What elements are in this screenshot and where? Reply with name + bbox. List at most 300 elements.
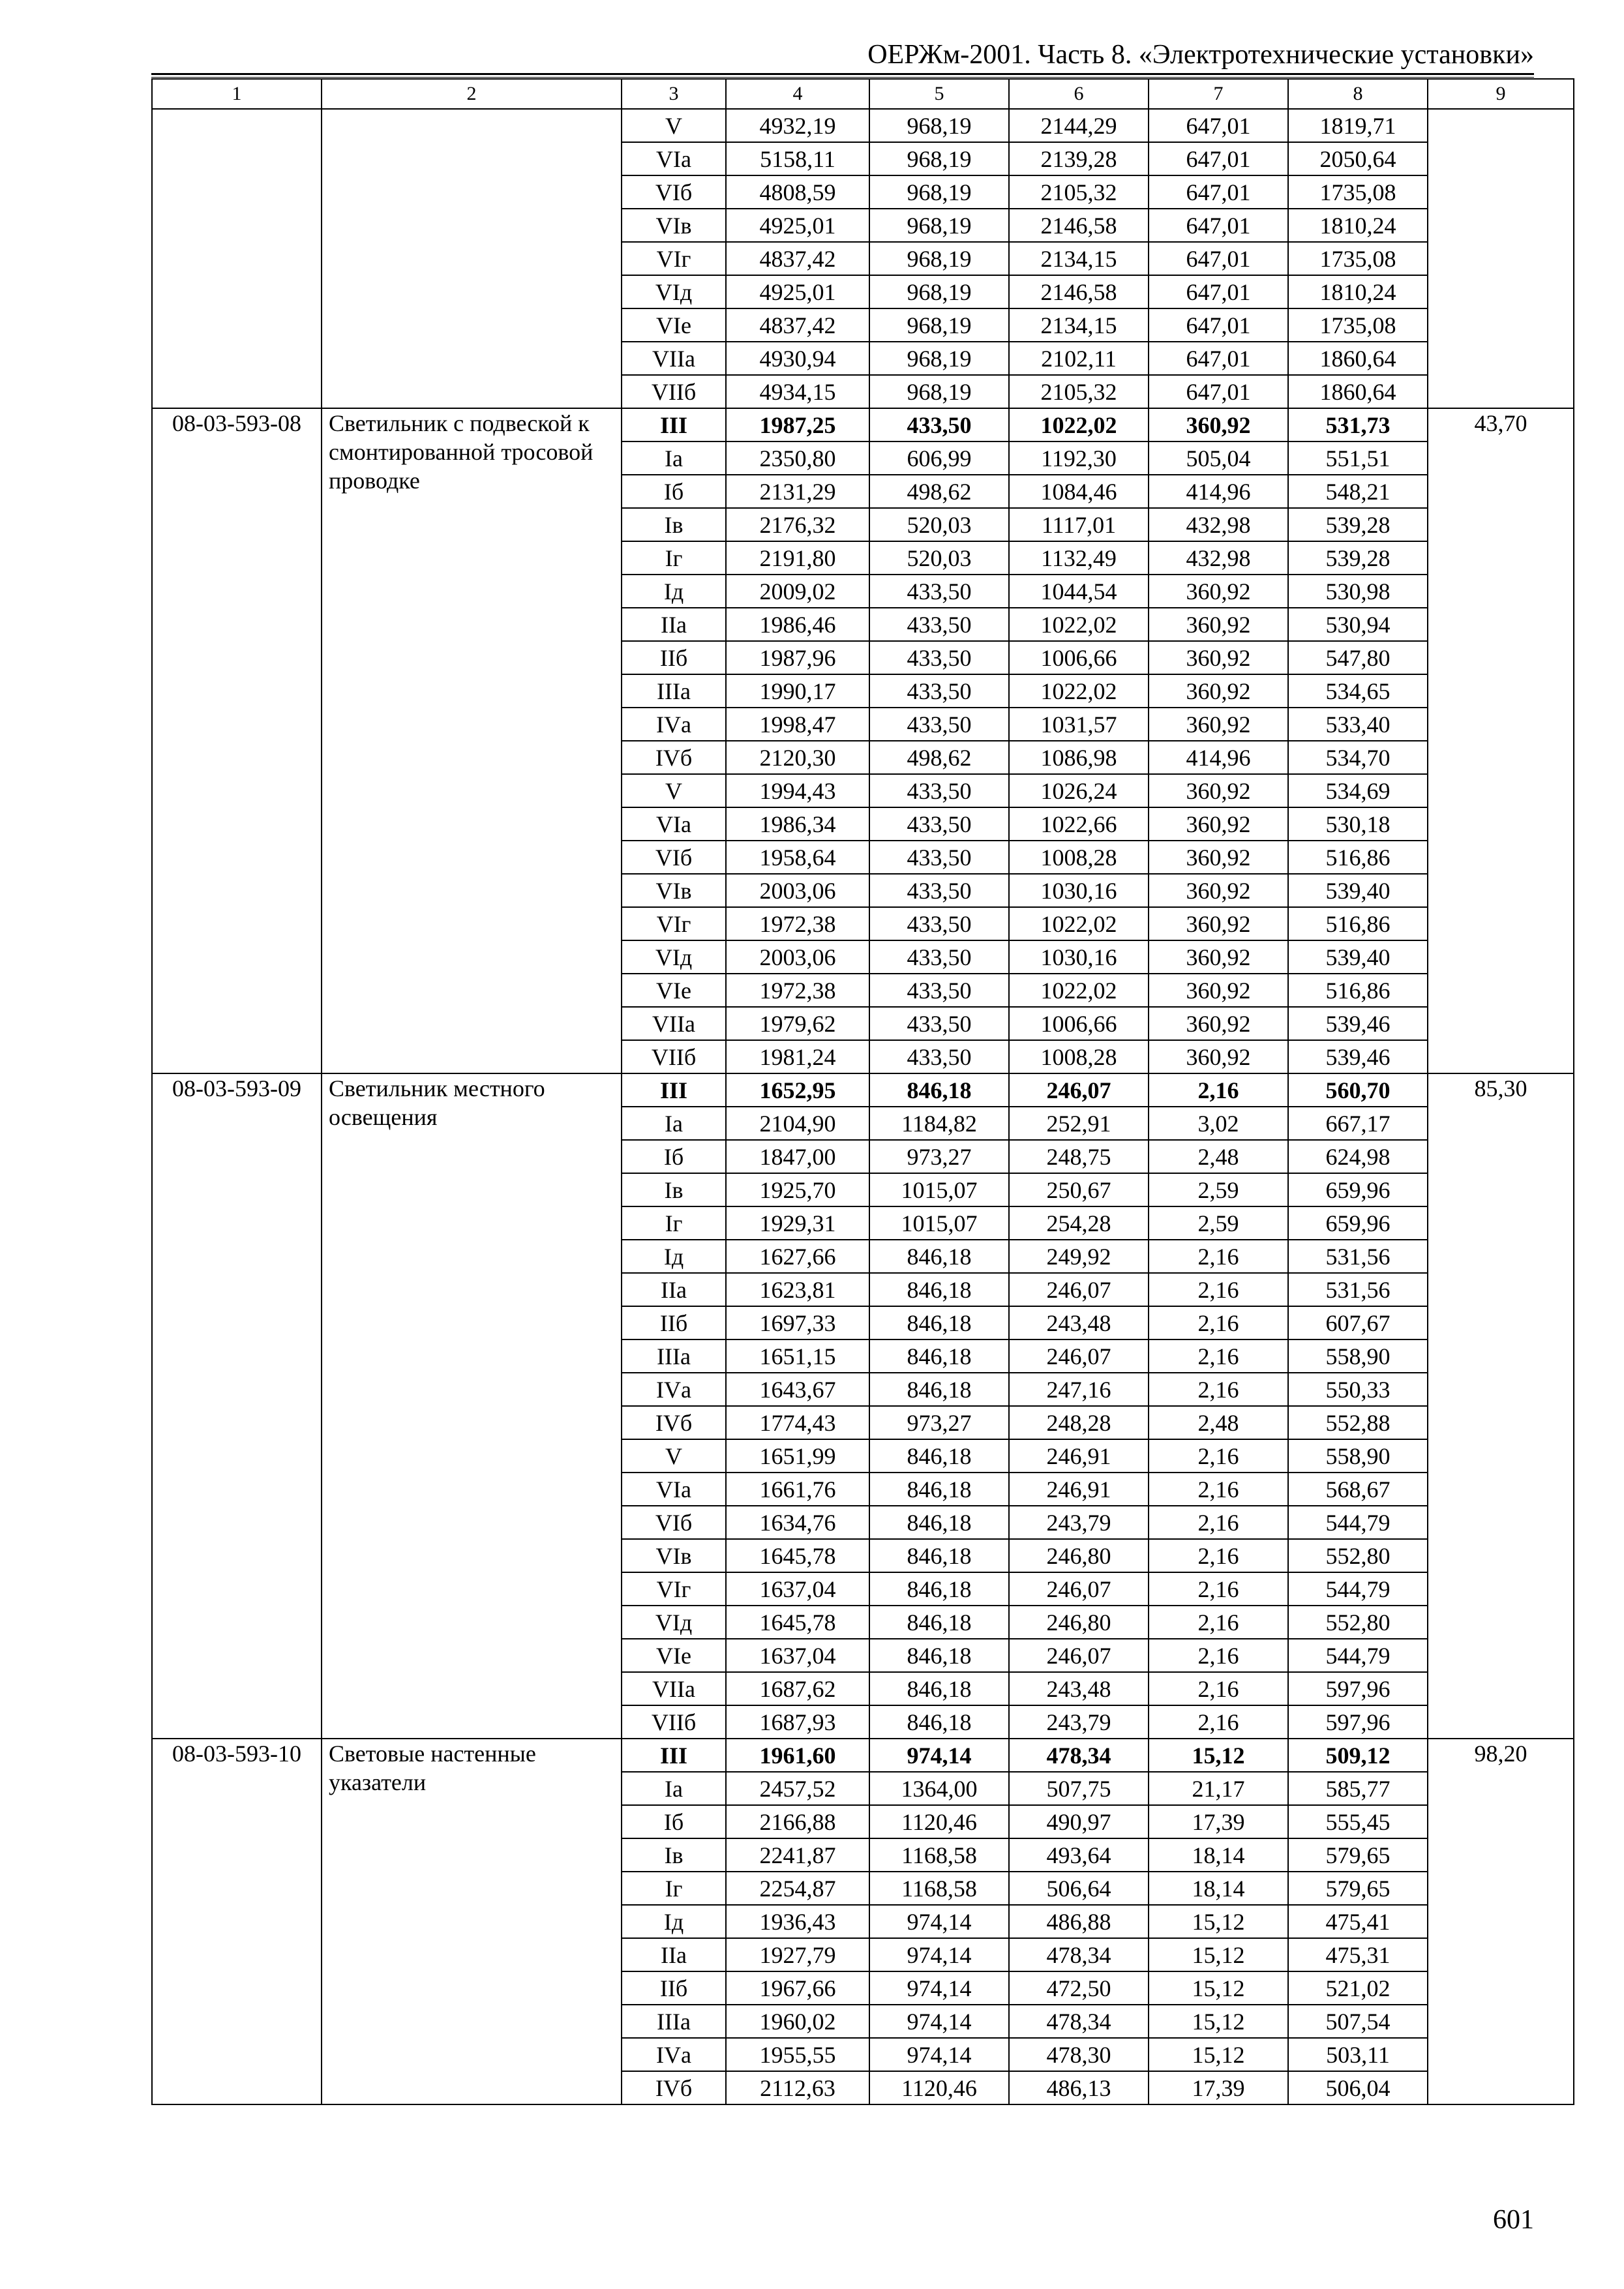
item-code: 08-03-593-10 (152, 1739, 322, 2104)
table-cell: 1030,16 (1009, 940, 1149, 974)
table-cell: 531,73 (1288, 408, 1428, 441)
table-cell: 18,14 (1149, 1872, 1288, 1905)
table-cell: 248,28 (1009, 1406, 1149, 1439)
table-cell: 516,86 (1288, 841, 1428, 874)
table-cell: 1651,15 (726, 1339, 869, 1373)
price-table (151, 78, 1574, 2105)
table-cell: 246,80 (1009, 1539, 1149, 1572)
table-cell: Iв (622, 1838, 726, 1872)
table-cell: IIа (622, 608, 726, 641)
table-cell: 968,19 (869, 109, 1009, 142)
table-cell: 15,12 (1149, 1905, 1288, 1938)
table-cell: 1006,66 (1009, 1007, 1149, 1040)
column-number: 3 (622, 79, 726, 109)
table-cell: 968,19 (869, 142, 1009, 175)
table-cell: 2,59 (1149, 1206, 1288, 1240)
table-cell: 478,34 (1009, 1739, 1149, 1772)
table-cell: 607,67 (1288, 1306, 1428, 1339)
table-cell: 1643,67 (726, 1373, 869, 1406)
table-cell: 544,79 (1288, 1639, 1428, 1672)
table-cell: 647,01 (1149, 342, 1288, 375)
table-cell: 516,86 (1288, 907, 1428, 940)
table-cell: 1998,47 (726, 708, 869, 741)
table-cell: 1987,96 (726, 641, 869, 674)
table-cell: 507,75 (1009, 1772, 1149, 1805)
table-cell: 846,18 (869, 1705, 1009, 1739)
table-cell: 1972,38 (726, 974, 869, 1007)
table-cell: 2144,29 (1009, 109, 1149, 142)
table-cell: 552,88 (1288, 1406, 1428, 1439)
table-cell: 4837,42 (726, 242, 869, 275)
table-cell: 1697,33 (726, 1306, 869, 1339)
table-cell: 539,40 (1288, 940, 1428, 974)
table-cell: 544,79 (1288, 1572, 1428, 1606)
table-cell: 1735,08 (1288, 308, 1428, 342)
table-cell: 2,48 (1149, 1406, 1288, 1439)
table-cell: VIе (622, 974, 726, 1007)
table-cell: 1652,95 (726, 1073, 869, 1107)
table-cell: 579,65 (1288, 1872, 1428, 1905)
table-cell: 1860,64 (1288, 375, 1428, 408)
table-cell: 1986,34 (726, 807, 869, 841)
column-number: 9 (1428, 79, 1574, 109)
table-cell: 1022,02 (1009, 408, 1149, 441)
table-cell: 2,16 (1149, 1506, 1288, 1539)
table-cell: VIб (622, 175, 726, 209)
table-cell: 360,92 (1149, 974, 1288, 1007)
table-cell: 2,16 (1149, 1539, 1288, 1572)
table-cell: 246,80 (1009, 1606, 1149, 1639)
table-cell: 2,59 (1149, 1173, 1288, 1206)
table-cell: 2104,90 (726, 1107, 869, 1140)
table-cell: VIа (622, 1473, 726, 1506)
table-cell: Iа (622, 1772, 726, 1805)
table-cell: 551,51 (1288, 441, 1428, 475)
table-cell: 360,92 (1149, 841, 1288, 874)
page-header: ОЕРЖм-2001. Часть 8. «Электротехнические установки» (867, 40, 1534, 70)
column-number: 1 (152, 79, 322, 109)
table-cell: 2241,87 (726, 1838, 869, 1872)
table-cell: 433,50 (869, 408, 1009, 441)
table-cell: 433,50 (869, 708, 1009, 741)
table-cell: 558,90 (1288, 1439, 1428, 1473)
table-cell: 1637,04 (726, 1639, 869, 1672)
table-cell: 1972,38 (726, 907, 869, 940)
table-cell: 1645,78 (726, 1539, 869, 1572)
table-cell: 1627,66 (726, 1240, 869, 1273)
table-cell: 846,18 (869, 1439, 1009, 1473)
table-cell: VIд (622, 940, 726, 974)
table-cell: 15,12 (1149, 2005, 1288, 2038)
table-cell: 246,07 (1009, 1572, 1149, 1606)
table-cell: 505,04 (1149, 441, 1288, 475)
table-cell: 478,34 (1009, 1938, 1149, 1971)
table-cell: 17,39 (1149, 2071, 1288, 2104)
table-cell: 249,92 (1009, 1240, 1149, 1273)
table-cell: 472,50 (1009, 1971, 1149, 2005)
table-cell: IVа (622, 1373, 726, 1406)
table-cell: 530,94 (1288, 608, 1428, 641)
table-cell: 2105,32 (1009, 375, 1149, 408)
table-cell: 2457,52 (726, 1772, 869, 1805)
table-cell: 2,16 (1149, 1639, 1288, 1672)
table-cell: 2,16 (1149, 1339, 1288, 1373)
column-number: 4 (726, 79, 869, 109)
table-cell: 647,01 (1149, 242, 1288, 275)
table-cell: 1086,98 (1009, 741, 1149, 774)
table-cell: 974,14 (869, 1971, 1009, 2005)
table-cell: IIб (622, 1971, 726, 2005)
table-cell: 1645,78 (726, 1606, 869, 1639)
table-cell: 1929,31 (726, 1206, 869, 1240)
item-price: 85,30 (1428, 1073, 1574, 1739)
table-cell: 520,03 (869, 541, 1009, 575)
table-cell: 846,18 (869, 1506, 1009, 1539)
table-cell: 1774,43 (726, 1406, 869, 1439)
table-cell: IIа (622, 1938, 726, 1971)
table-cell: 2146,58 (1009, 209, 1149, 242)
table-cell: 478,30 (1009, 2038, 1149, 2071)
table-cell: 1955,55 (726, 2038, 869, 2071)
page-number: 601 (1493, 2205, 1534, 2235)
table-cell: 846,18 (869, 1339, 1009, 1373)
table-cell: 486,13 (1009, 2071, 1149, 2104)
table-cell: 1960,02 (726, 2005, 869, 2038)
table-cell: 1927,79 (726, 1938, 869, 1971)
item-name: Светильник с подвеской к смонтированной тросовой проводке (322, 408, 622, 1073)
table-cell: 15,12 (1149, 1938, 1288, 1971)
table-cell: 1006,66 (1009, 641, 1149, 674)
table-cell: 552,80 (1288, 1539, 1428, 1572)
table-cell: 1022,02 (1009, 974, 1149, 1007)
table-cell: 550,33 (1288, 1373, 1428, 1406)
table-cell: 1936,43 (726, 1905, 869, 1938)
table-cell: 552,80 (1288, 1606, 1428, 1639)
table-cell: 433,50 (869, 774, 1009, 807)
table-cell: 1030,16 (1009, 874, 1149, 907)
table-cell: 2,16 (1149, 1373, 1288, 1406)
table-cell: Iа (622, 441, 726, 475)
table-cell: 4932,19 (726, 109, 869, 142)
table-cell: 433,50 (869, 608, 1009, 641)
table-cell: 243,79 (1009, 1506, 1149, 1539)
table-cell: 2,16 (1149, 1439, 1288, 1473)
table-cell: 1015,07 (869, 1173, 1009, 1206)
table-cell: 659,96 (1288, 1173, 1428, 1206)
table-cell: 360,92 (1149, 641, 1288, 674)
item-name: Световые настенные указатели (322, 1739, 622, 2104)
table-cell: VIд (622, 1606, 726, 1639)
table-cell: 4808,59 (726, 175, 869, 209)
table-cell: 2350,80 (726, 441, 869, 475)
table-cell: 597,96 (1288, 1672, 1428, 1705)
table-cell: 1015,07 (869, 1206, 1009, 1240)
table-cell: 2112,63 (726, 2071, 869, 2104)
item-price: 98,20 (1428, 1739, 1574, 2104)
table-cell: 1847,00 (726, 1140, 869, 1173)
table-cell: 1117,01 (1009, 508, 1149, 541)
table-cell: 647,01 (1149, 142, 1288, 175)
table-cell: 530,18 (1288, 807, 1428, 841)
table-cell: 433,50 (869, 874, 1009, 907)
table-cell: V (622, 774, 726, 807)
table-cell: 846,18 (869, 1373, 1009, 1406)
table-cell: 560,70 (1288, 1073, 1428, 1107)
table-cell: 1634,76 (726, 1506, 869, 1539)
table-cell: 968,19 (869, 375, 1009, 408)
table-cell: Iд (622, 1240, 726, 1273)
table-cell: 647,01 (1149, 308, 1288, 342)
table-cell: IIIа (622, 2005, 726, 2038)
table-cell: 475,31 (1288, 1938, 1428, 1971)
table-cell: 1994,43 (726, 774, 869, 807)
table-cell: 360,92 (1149, 575, 1288, 608)
table-cell: 544,79 (1288, 1506, 1428, 1539)
table-cell: 647,01 (1149, 209, 1288, 242)
table-cell: 846,18 (869, 1273, 1009, 1306)
table-cell: 1022,66 (1009, 807, 1149, 841)
price-cell-blank (1428, 109, 1574, 408)
table-cell: 1637,04 (726, 1572, 869, 1606)
table-cell: 539,46 (1288, 1007, 1428, 1040)
table-cell: VIIб (622, 375, 726, 408)
table-cell: VIб (622, 1506, 726, 1539)
table-cell: VIе (622, 308, 726, 342)
table-cell: 568,67 (1288, 1473, 1428, 1506)
table-cell: 360,92 (1149, 608, 1288, 641)
table-cell: Iд (622, 1905, 726, 1938)
table-cell: VIIа (622, 342, 726, 375)
table-cell: 846,18 (869, 1473, 1009, 1506)
table-cell: 2134,15 (1009, 308, 1149, 342)
table-cell: 2191,80 (726, 541, 869, 575)
table-cell: 846,18 (869, 1073, 1009, 1107)
table-cell: 4925,01 (726, 209, 869, 242)
item-code: 08-03-593-09 (152, 1073, 322, 1739)
table-cell: IIIа (622, 1339, 726, 1373)
table-cell: VIв (622, 874, 726, 907)
table-cell: 1168,58 (869, 1838, 1009, 1872)
table-cell: VIIа (622, 1007, 726, 1040)
table-cell: 2,16 (1149, 1705, 1288, 1739)
table-cell: 2105,32 (1009, 175, 1149, 209)
table-cell: Iб (622, 475, 726, 508)
table-cell: 254,28 (1009, 1206, 1149, 1240)
table-cell: 433,50 (869, 907, 1009, 940)
table-cell: 647,01 (1149, 175, 1288, 209)
table-cell: 1084,46 (1009, 475, 1149, 508)
table-row (152, 109, 1574, 142)
table-cell: 606,99 (869, 441, 1009, 475)
table-cell: 968,19 (869, 209, 1009, 242)
table-cell: Iг (622, 541, 726, 575)
table-row (152, 408, 1574, 441)
table-cell: VIг (622, 907, 726, 940)
table-cell: 547,80 (1288, 641, 1428, 674)
table-cell: IVа (622, 2038, 726, 2071)
table-cell: Iд (622, 575, 726, 608)
table-cell: 2003,06 (726, 874, 869, 907)
table-cell: 2,16 (1149, 1306, 1288, 1339)
table-cell: 2,16 (1149, 1073, 1288, 1107)
table-cell: 539,28 (1288, 541, 1428, 575)
table-cell: 520,03 (869, 508, 1009, 541)
table-cell: 1026,24 (1009, 774, 1149, 807)
table-cell: 17,39 (1149, 1805, 1288, 1838)
table-cell: VIа (622, 807, 726, 841)
table-cell: 1364,00 (869, 1772, 1009, 1805)
table-cell: III (622, 408, 726, 441)
table-cell: 1120,46 (869, 2071, 1009, 2104)
table-cell: 246,07 (1009, 1639, 1149, 1672)
table-cell: 558,90 (1288, 1339, 1428, 1373)
table-cell: 534,70 (1288, 741, 1428, 774)
table-cell: 974,14 (869, 2005, 1009, 2038)
table-cell: 252,91 (1009, 1107, 1149, 1140)
table-cell: 433,50 (869, 940, 1009, 974)
table-cell: 539,46 (1288, 1040, 1428, 1073)
item-price: 43,70 (1428, 408, 1574, 1073)
table-cell: IIб (622, 1306, 726, 1339)
table-cell: 974,14 (869, 1938, 1009, 1971)
column-number: 5 (869, 79, 1009, 109)
table-cell: 2146,58 (1009, 275, 1149, 308)
table-cell: 974,14 (869, 2038, 1009, 2071)
table-cell: VIа (622, 142, 726, 175)
table-cell: 1990,17 (726, 674, 869, 708)
table-cell: 1687,93 (726, 1705, 869, 1739)
table-cell: 360,92 (1149, 674, 1288, 708)
table-cell: III (622, 1073, 726, 1107)
table-cell: 2009,02 (726, 575, 869, 608)
table-cell: 597,96 (1288, 1705, 1428, 1739)
table-cell: IVб (622, 2071, 726, 2104)
table-cell: 2,16 (1149, 1572, 1288, 1606)
table-cell: 433,50 (869, 641, 1009, 674)
table-cell: VIг (622, 1572, 726, 1606)
table-cell: 1958,64 (726, 841, 869, 874)
table-cell: 533,40 (1288, 708, 1428, 741)
table-cell: 4837,42 (726, 308, 869, 342)
table-cell: 498,62 (869, 475, 1009, 508)
table-cell: 478,34 (1009, 2005, 1149, 2038)
table-cell: 2050,64 (1288, 142, 1428, 175)
table-cell: 360,92 (1149, 874, 1288, 907)
table-cell: 846,18 (869, 1606, 1009, 1639)
table-cell: VIд (622, 275, 726, 308)
table-cell: Iв (622, 508, 726, 541)
table-cell: 585,77 (1288, 1772, 1428, 1805)
table-cell: 1044,54 (1009, 575, 1149, 608)
table-cell: 2102,11 (1009, 342, 1149, 375)
table-cell: 1661,76 (726, 1473, 869, 1506)
table-cell: VIIб (622, 1040, 726, 1073)
table-cell: 433,50 (869, 1040, 1009, 1073)
table-cell: 531,56 (1288, 1273, 1428, 1306)
table-cell: 360,92 (1149, 807, 1288, 841)
table-cell: 4925,01 (726, 275, 869, 308)
column-number: 2 (322, 79, 622, 109)
table-cell: 974,14 (869, 1905, 1009, 1938)
table-cell: 1735,08 (1288, 242, 1428, 275)
column-number: 7 (1149, 79, 1288, 109)
table-cell: 360,92 (1149, 940, 1288, 974)
table-cell: 1860,64 (1288, 342, 1428, 375)
table-cell: 1184,82 (869, 1107, 1009, 1140)
table-cell: IVб (622, 1406, 726, 1439)
table-cell: 360,92 (1149, 708, 1288, 741)
table-cell: 2134,15 (1009, 242, 1149, 275)
table-cell: IVа (622, 708, 726, 741)
table-cell: VIе (622, 1639, 726, 1672)
table-cell: 360,92 (1149, 1007, 1288, 1040)
table-cell: 2,16 (1149, 1473, 1288, 1506)
table-cell: 1961,60 (726, 1739, 869, 1772)
table-cell: 15,12 (1149, 1739, 1288, 1772)
table-cell: 579,65 (1288, 1838, 1428, 1872)
table-cell: 534,65 (1288, 674, 1428, 708)
table-cell: 2139,28 (1009, 142, 1149, 175)
table-cell: 475,41 (1288, 1905, 1428, 1938)
table-cell: 2,16 (1149, 1273, 1288, 1306)
table-cell: VIг (622, 242, 726, 275)
table-cell: 433,50 (869, 974, 1009, 1007)
table-cell: 1979,62 (726, 1007, 869, 1040)
table-cell: III (622, 1739, 726, 1772)
table-cell: 1022,02 (1009, 674, 1149, 708)
table-cell: 433,50 (869, 575, 1009, 608)
table-cell: 2166,88 (726, 1805, 869, 1838)
table-cell: 1986,46 (726, 608, 869, 641)
table-cell: 490,97 (1009, 1805, 1149, 1838)
table-cell: 530,98 (1288, 575, 1428, 608)
table-cell: 507,54 (1288, 2005, 1428, 2038)
table-cell: 432,98 (1149, 508, 1288, 541)
table-cell: 503,11 (1288, 2038, 1428, 2071)
table-cell: 2131,29 (726, 475, 869, 508)
table-cell: 968,19 (869, 342, 1009, 375)
table-cell: 18,14 (1149, 1838, 1288, 1872)
table-cell: 1819,71 (1288, 109, 1428, 142)
header-rule-thick (151, 73, 1534, 75)
table-cell: 243,48 (1009, 1306, 1149, 1339)
table-cell: 1981,24 (726, 1040, 869, 1073)
table-cell: 846,18 (869, 1639, 1009, 1672)
table-cell: 1132,49 (1009, 541, 1149, 575)
table-cell: 1008,28 (1009, 841, 1149, 874)
column-number: 8 (1288, 79, 1428, 109)
table-cell: 1623,81 (726, 1273, 869, 1306)
table-cell: 968,19 (869, 275, 1009, 308)
table-cell: 5158,11 (726, 142, 869, 175)
table-cell: VIIб (622, 1705, 726, 1739)
code-cell-blank (152, 109, 322, 408)
column-number-row (152, 79, 1574, 109)
table-cell: 846,18 (869, 1240, 1009, 1273)
table-cell: 1192,30 (1009, 441, 1149, 475)
table-cell: 2003,06 (726, 940, 869, 974)
table-cell: 1987,25 (726, 408, 869, 441)
table-cell: 2,16 (1149, 1606, 1288, 1639)
table-cell: 1022,02 (1009, 608, 1149, 641)
table-cell: 243,48 (1009, 1672, 1149, 1705)
table-row (152, 1073, 1574, 1107)
table-cell: 1031,57 (1009, 708, 1149, 741)
table-cell: 516,86 (1288, 974, 1428, 1007)
table-cell: 973,27 (869, 1406, 1009, 1439)
table-cell: Iб (622, 1140, 726, 1173)
table-cell: 414,96 (1149, 475, 1288, 508)
